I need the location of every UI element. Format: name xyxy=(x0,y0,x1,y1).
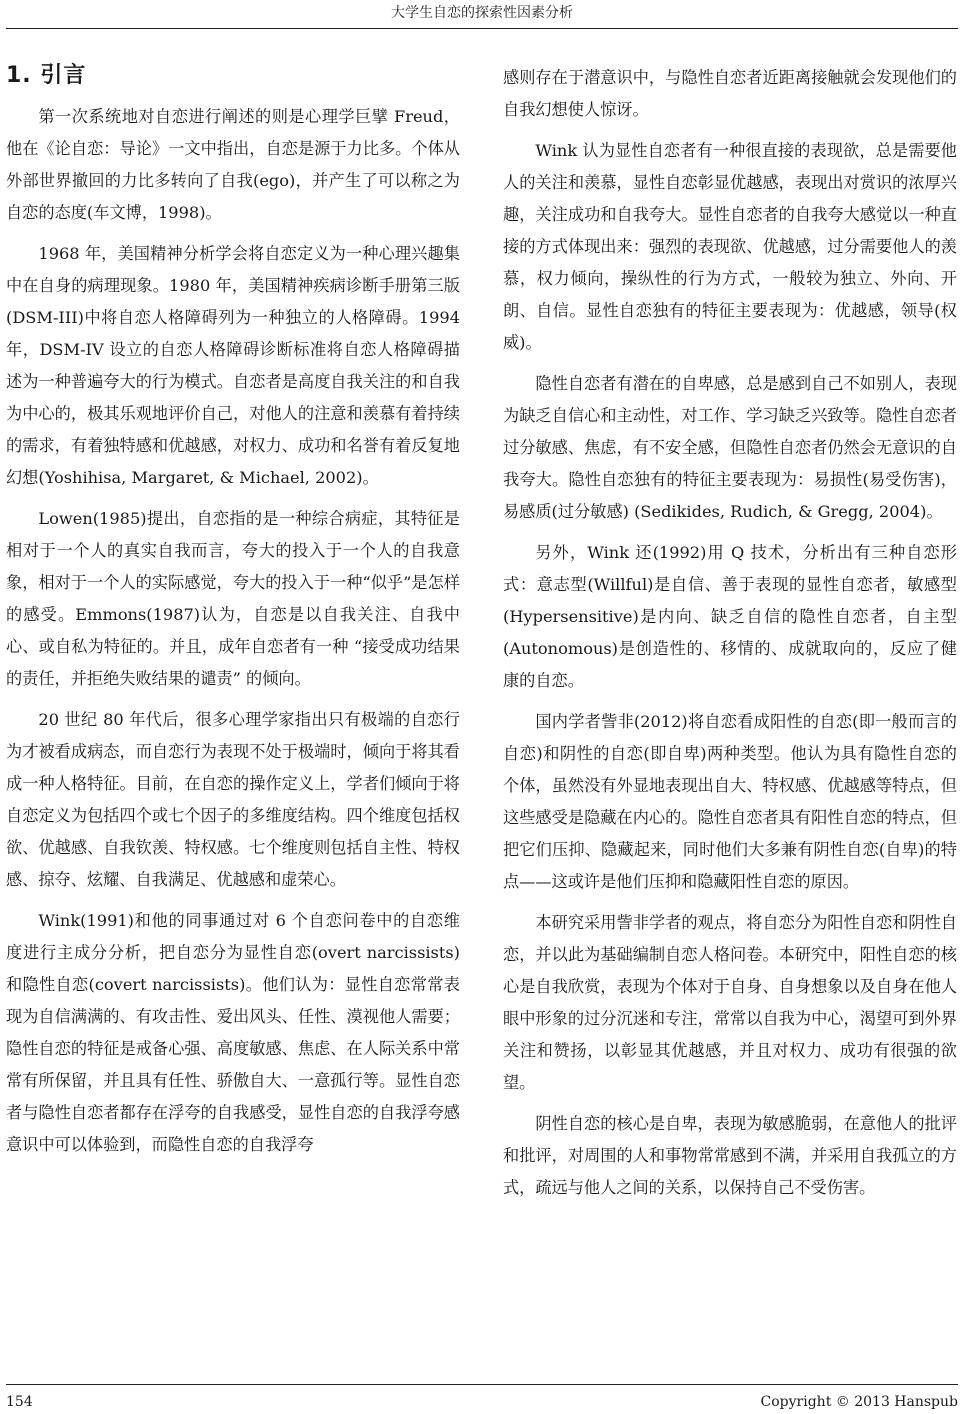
section-heading: 1. 引言 xyxy=(6,63,87,88)
page-number: 154 xyxy=(6,1394,33,1410)
paragraph-wink-1991: Wink(1991)和他的同事通过对 6 个自恋问卷中的自恋维度进行主成分分析，把自恋分为显性自恋(overt narcissists)和隐性自恋(covert narcissists)。他们认为：显性自恋常常表现为自信满满的、有攻击性、爱出风头、任性、漠视他人需要；隐性自恋的特征是戒备心强、高度敏感、焦虑、在人际关系中常常有所保留，并且具有任性、骄傲自大、一意孤行等。显性自恋者与隐性自恋者都存在浮夸的自我感受，显性自恋的自我浮夸感意识中可以体验到，而隐性自恋的自我浮夸 xyxy=(6,911,460,1154)
running-header-title: 大学生自恋的探索性因素分析 xyxy=(391,5,573,21)
paragraph-zi-fei: 国内学者訾非(2012)将自恋看成阳性的自恋(即一般而言的自恋)和阴性的自恋(即自卑)两种类型。他认为具有隐性自恋的个体，虽然没有外显地表现出自大、特权感、优越感等特点，但这些感受是隐藏在内心的。隐性自恋者具有阳性自恋的特点，但把它们压抑、隐藏起来，同时他们大多兼有阴性自恋(自卑)的特点——这或许是他们压抑和隐藏阳性自恋的原因。 xyxy=(503,712,957,891)
paragraph-freud: 第一次系统地对自恋进行阐述的则是心理学巨擘 Freud，他在《论自恋：导论》一文中指出，自恋是源于力比多。个体从外部世界撤回的力比多转向了自我(ego)，并产生了可以称之为自恋的态度(车文博，1998)。 xyxy=(6,107,460,222)
paragraph-lowen-emmons: Lowen(1985)提出，自恋指的是一种综合病症，其特征是相对于一个人的真实自我而言，夸大的投入于一个人的自我意象，相对于一个人的实际感觉，夸大的投入于一种“似乎”是怎样的感受。Emmons(1987)认为，自恋是以自我关注、自我中心、或自私为特征的。并且，成年自恋者有一种 “接受成功结果的责任，并拒绝失败结果的谴责” 的倾向。 xyxy=(6,509,460,688)
paragraph-dsm: 1968 年，美国精神分析学会将自恋定义为一种心理兴趣集中在自身的病理现象。1980 年，美国精神疾病诊断手册第三版(DSM-III)中将自恋人格障碍列为一种独立的人格障碍。1994 年，DSM-IV 设立的自恋人格障碍诊断标准将自恋人格障碍描述为一种普遍夸大的行为模式。自恋者是高度自我关注的和自我为中心的，极其乐观地评价自己，对他人的注意和羡慕有着持续的需求，有着独特感和优越感，对权力、成功和名誉有着反复地幻想(Yoshihisa, Margaret, & Michael, 2002)。 xyxy=(6,244,460,487)
header-rule xyxy=(6,28,958,29)
paragraph-this-study: 本研究采用訾非学者的观点，将自恋分为阳性自恋和阴性自恋，并以此为基础编制自恋人格问卷。本研究中，阳性自恋的核心是自我欣赏，表现为个体对于自身、自身想象以及自身在他人眼中形象的过分沉迷和专注，常常以自我为中心，渴望可到外界关注和赞扬，以彰显其优越感，并且对权力、成功有很强的欲望。 xyxy=(503,913,957,1092)
paragraph-wink-1992: 另外，Wink 还(1992)用 Q 技术，分析出有三种自恋形式：意志型(Willful)是自信、善于表现的显性自恋者，敏感型(Hypersensitive)是内向、缺乏自信的隐性自恋者，自主型(Autonomous)是创造性的、移情的、成就取向的，反应了健康的自恋。 xyxy=(503,543,957,690)
copyright-notice: Copyright © 2013 Hanspub xyxy=(760,1394,958,1410)
right-column xyxy=(503,62,957,1213)
paragraph-overt: Wink 认为显性自恋者有一种很直接的表现欲，总是需要他人的关注和羡慕，显性自恋彰显优越感，表现出对赏识的浓厚兴趣，关注成功和自我夸大。显性自恋者的自我夸大感觉以一种直接的方式体现出来：强烈的表现欲、优越感，过分需要他人的羡慕，权力倾向，操纵性的行为方式，一般较为独立、外向、开朗、自信。显性自恋独有的特征主要表现为：优越感，领导(权威)。 xyxy=(503,141,957,352)
paragraph-covert: 隐性自恋者有潜在的自卑感，总是感到自己不如别人，表现为缺乏自信心和主动性，对工作、学习缺乏兴致等。隐性自恋者过分敏感、焦虑，有不安全感，但隐性自恋者仍然会无意识的自我夸大。隐性自恋独有的特征主要表现为：易损性(易受伤害)，易感质(过分敏感) (Sedikides, Rudich, & Gregg, 2004)。 xyxy=(503,374,957,521)
left-column xyxy=(6,58,460,1170)
paragraph-1980s: 20 世纪 80 年代后，很多心理学家指出只有极端的自恋行为才被看成病态，而自恋行为表现不处于极端时，倾向于将其看成一种人格特征。目前，在自恋的操作定义上，学者们倾向于将自恋定义为包括四个或七个因子的多维度结构。四个维度包括权欲、优越感、自我钦羡、特权感。七个维度则包括自主性、特权感、掠夺、炫耀、自我满足、优越感和虚荣心。 xyxy=(6,710,460,889)
footer-rule xyxy=(6,1384,958,1385)
paragraph-continuation: 感则存在于潜意识中，与隐性自恋者近距离接触就会发现他们的自我幻想使人惊讶。 xyxy=(503,68,957,119)
paragraph-yin-narcissism: 阴性自恋的核心是自卑，表现为敏感脆弱，在意他人的批评和批评，对周围的人和事物常常感到不满，并采用自我孤立的方式，疏远与他人之间的关系，以保持自己不受伤害。 xyxy=(503,1114,957,1197)
